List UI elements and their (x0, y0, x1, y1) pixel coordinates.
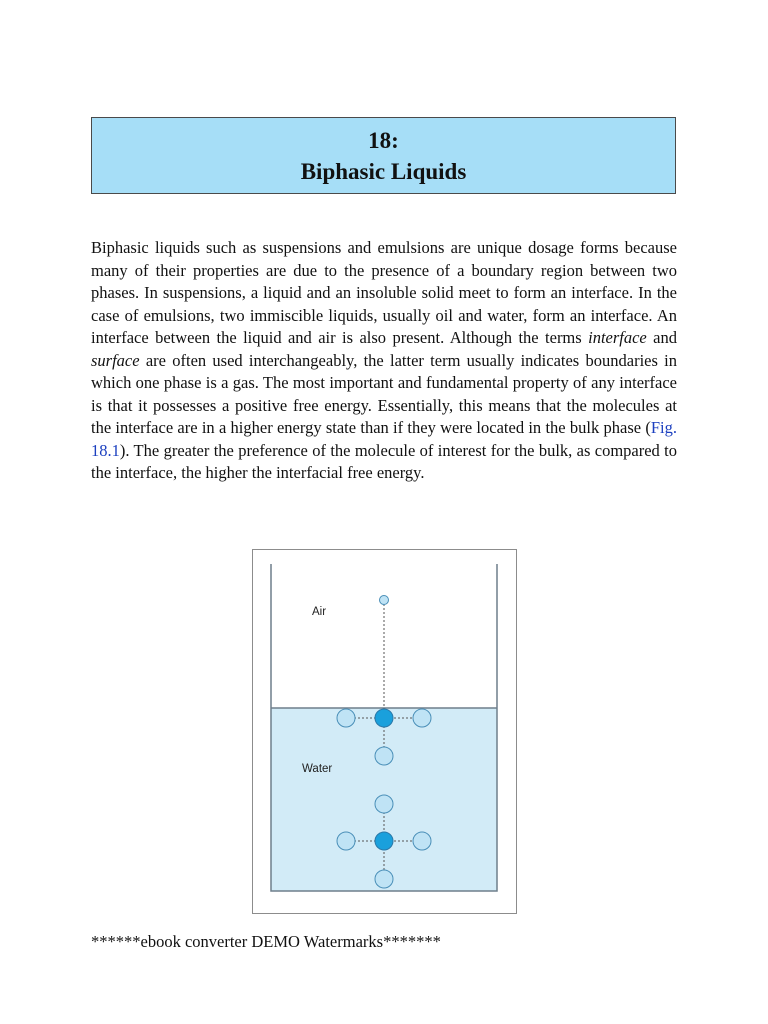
body-text-segment: Biphasic liquids such as suspensions and emulsions are unique dosage forms because many of their properties are due to the presence of a boundary region between two phases. In suspensions, a liquid and an insoluble solid meet to form an interface. In the case of emulsions, two immiscible liquids, usually oil and water, form an interface. An interface between the liquid and air is also present. Although the terms (91, 238, 677, 347)
body-paragraph (91, 237, 677, 485)
chapter-title: Biphasic Liquids (300, 159, 467, 184)
bulk-molecule (375, 870, 393, 888)
watermark-text: ******ebook converter DEMO Watermarks******* (91, 932, 441, 951)
interface-molecule (337, 709, 355, 727)
chapter-number: 18: (368, 128, 399, 153)
bulk-molecule (375, 795, 393, 813)
water-label: Water (302, 763, 333, 775)
interface-molecule (375, 747, 393, 765)
body-text-segment: ). The greater the preference of the molecule of interest for the bulk, as compared to the interface, the higher the interfacial free energy. (91, 440, 677, 482)
term-surface: surface (91, 350, 140, 370)
body-text-segment: and (646, 328, 678, 347)
air-molecule (380, 596, 389, 605)
figure-18-1 (252, 549, 517, 914)
interface-diagram (253, 550, 516, 913)
interface-molecule-highlight (375, 709, 393, 727)
interface-molecule (413, 709, 431, 727)
term-interface: interface (588, 328, 647, 347)
air-label: Air (312, 606, 327, 618)
bulk-molecule-highlight (375, 832, 393, 850)
chapter-heading-box (91, 117, 676, 194)
bulk-molecule (337, 832, 355, 850)
body-text-segment: are often used interchangeably, the latter term usually indicates boundaries in which one phase is a gas. The most important and fundamental property of any interface is that it possesses a positive free energy. Essentially, this means that the molecules at the interface are in a higher energy state than if they were located in the bulk phase ( (91, 350, 677, 437)
figure-reference-link[interactable]: Fig. 18.1 (91, 418, 677, 460)
bulk-molecule (413, 832, 431, 850)
